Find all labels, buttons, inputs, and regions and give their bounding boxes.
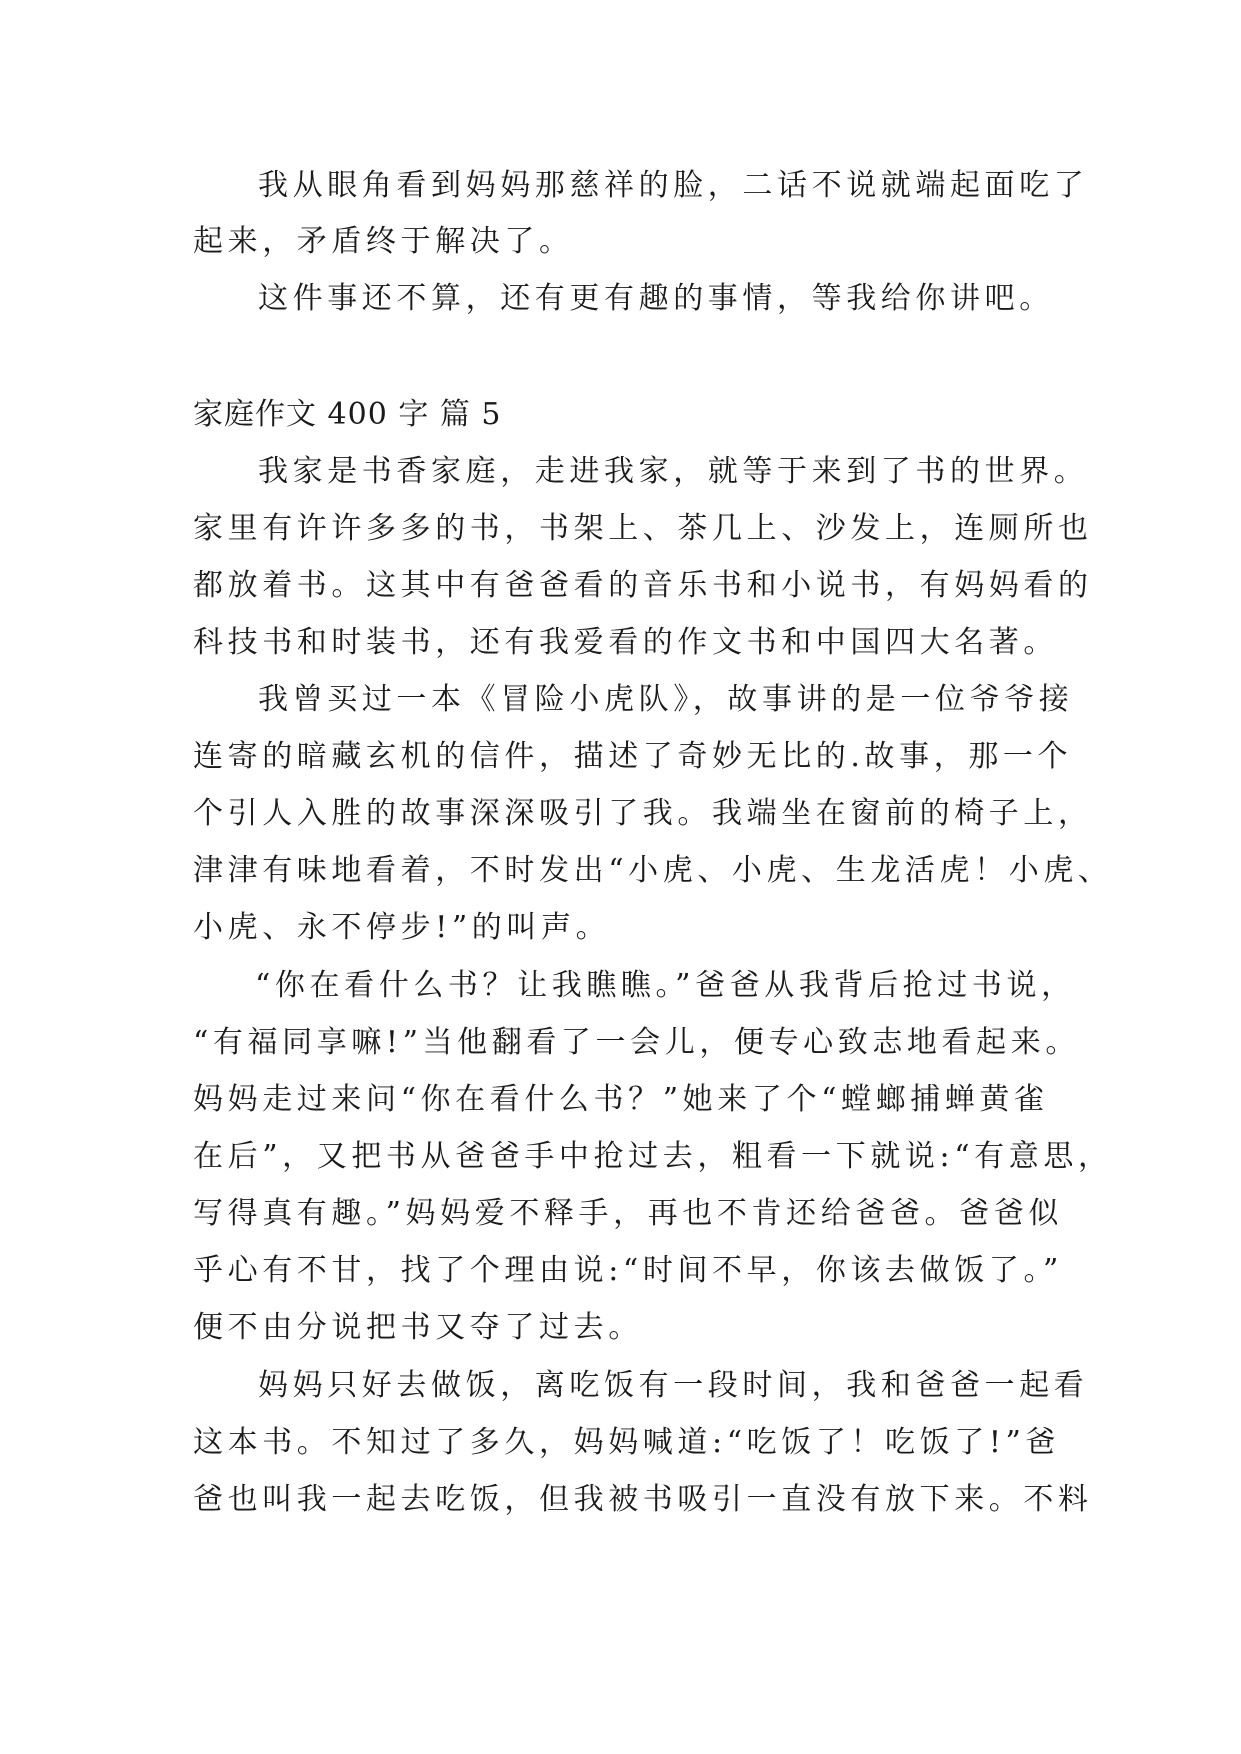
paragraph-line: 都放着书。这其中有爸爸看的音乐书和小说书，有妈妈看的: [193, 568, 1093, 603]
paragraph-line: 写得真有趣。”妈妈爱不释手，再也不肯还给爸爸。爸爸似: [193, 1196, 1063, 1231]
paragraph-line: 在后”，又把书从爸爸手中抢过去，粗看一下就说:“有意思，: [193, 1139, 1113, 1174]
paragraph-line: 我曾买过一本《冒险小虎队》，故事讲的是一位爷爷接: [258, 682, 1074, 717]
paragraph-line: 科技书和时装书，还有我爱看的作文书和中国四大名著。: [193, 625, 1058, 660]
paragraph-line: “有福同享嘛!”当他翻看了一会儿，便专心致志地看起来。: [193, 1025, 1080, 1060]
paragraph-line: 我从眼角看到妈妈那慈祥的脸，二话不说就端起面吃了: [258, 168, 1089, 203]
paragraph-line: 连寄的暗藏玄机的信件，描述了奇妙无比的.故事，那一个: [193, 739, 1073, 774]
paragraph-line: 爸也叫我一起去吃饭，但我被书吸引一直没有放下来。不料: [193, 1482, 1093, 1517]
paragraph-line: 这本书。不知过了多久，妈妈喊道:“吃饭了！吃饭了!”爸: [193, 1425, 1061, 1460]
paragraph-line: 这件事还不算，还有更有趣的事情，等我给你讲吧。: [258, 281, 1054, 316]
paragraph-line: 津津有味地看着，不时发出“小虎、小虎、生龙活虎！小虎、: [193, 853, 1113, 888]
paragraph-line: 乎心有不甘，找了个理由说:“时间不早，你该去做饭了。”: [193, 1253, 1063, 1288]
paragraph-line: 起来，矛盾终于解决了。: [193, 224, 574, 259]
paragraph-line: 家里有许许多多的书，书架上、茶几上、沙发上，连厕所也: [193, 511, 1093, 546]
paragraph-line: 便不由分说把书又夺了过去。: [193, 1310, 643, 1345]
paragraph-line: 我家是书香家庭，走进我家，就等于来到了书的世界。: [258, 454, 1089, 489]
section-heading: 家庭作文 400 字 篇 5: [193, 397, 502, 432]
paragraph-line: “你在看什么书？让我瞧瞧。”爸爸从我背后抢过书说，: [255, 968, 1076, 1003]
paragraph-line: 个引人入胜的故事深深吸引了我。我端坐在窗前的椅子上，: [193, 796, 1093, 831]
paragraph-line: 妈妈只好去做饭，离吃饭有一段时间，我和爸爸一起看: [258, 1368, 1089, 1403]
paragraph-line: 小虎、永不停步!”的叫声。: [193, 910, 611, 945]
paragraph-line: 妈妈走过来问“你在看什么书？”她来了个“螳螂捕蝉黄雀: [193, 1082, 1049, 1117]
